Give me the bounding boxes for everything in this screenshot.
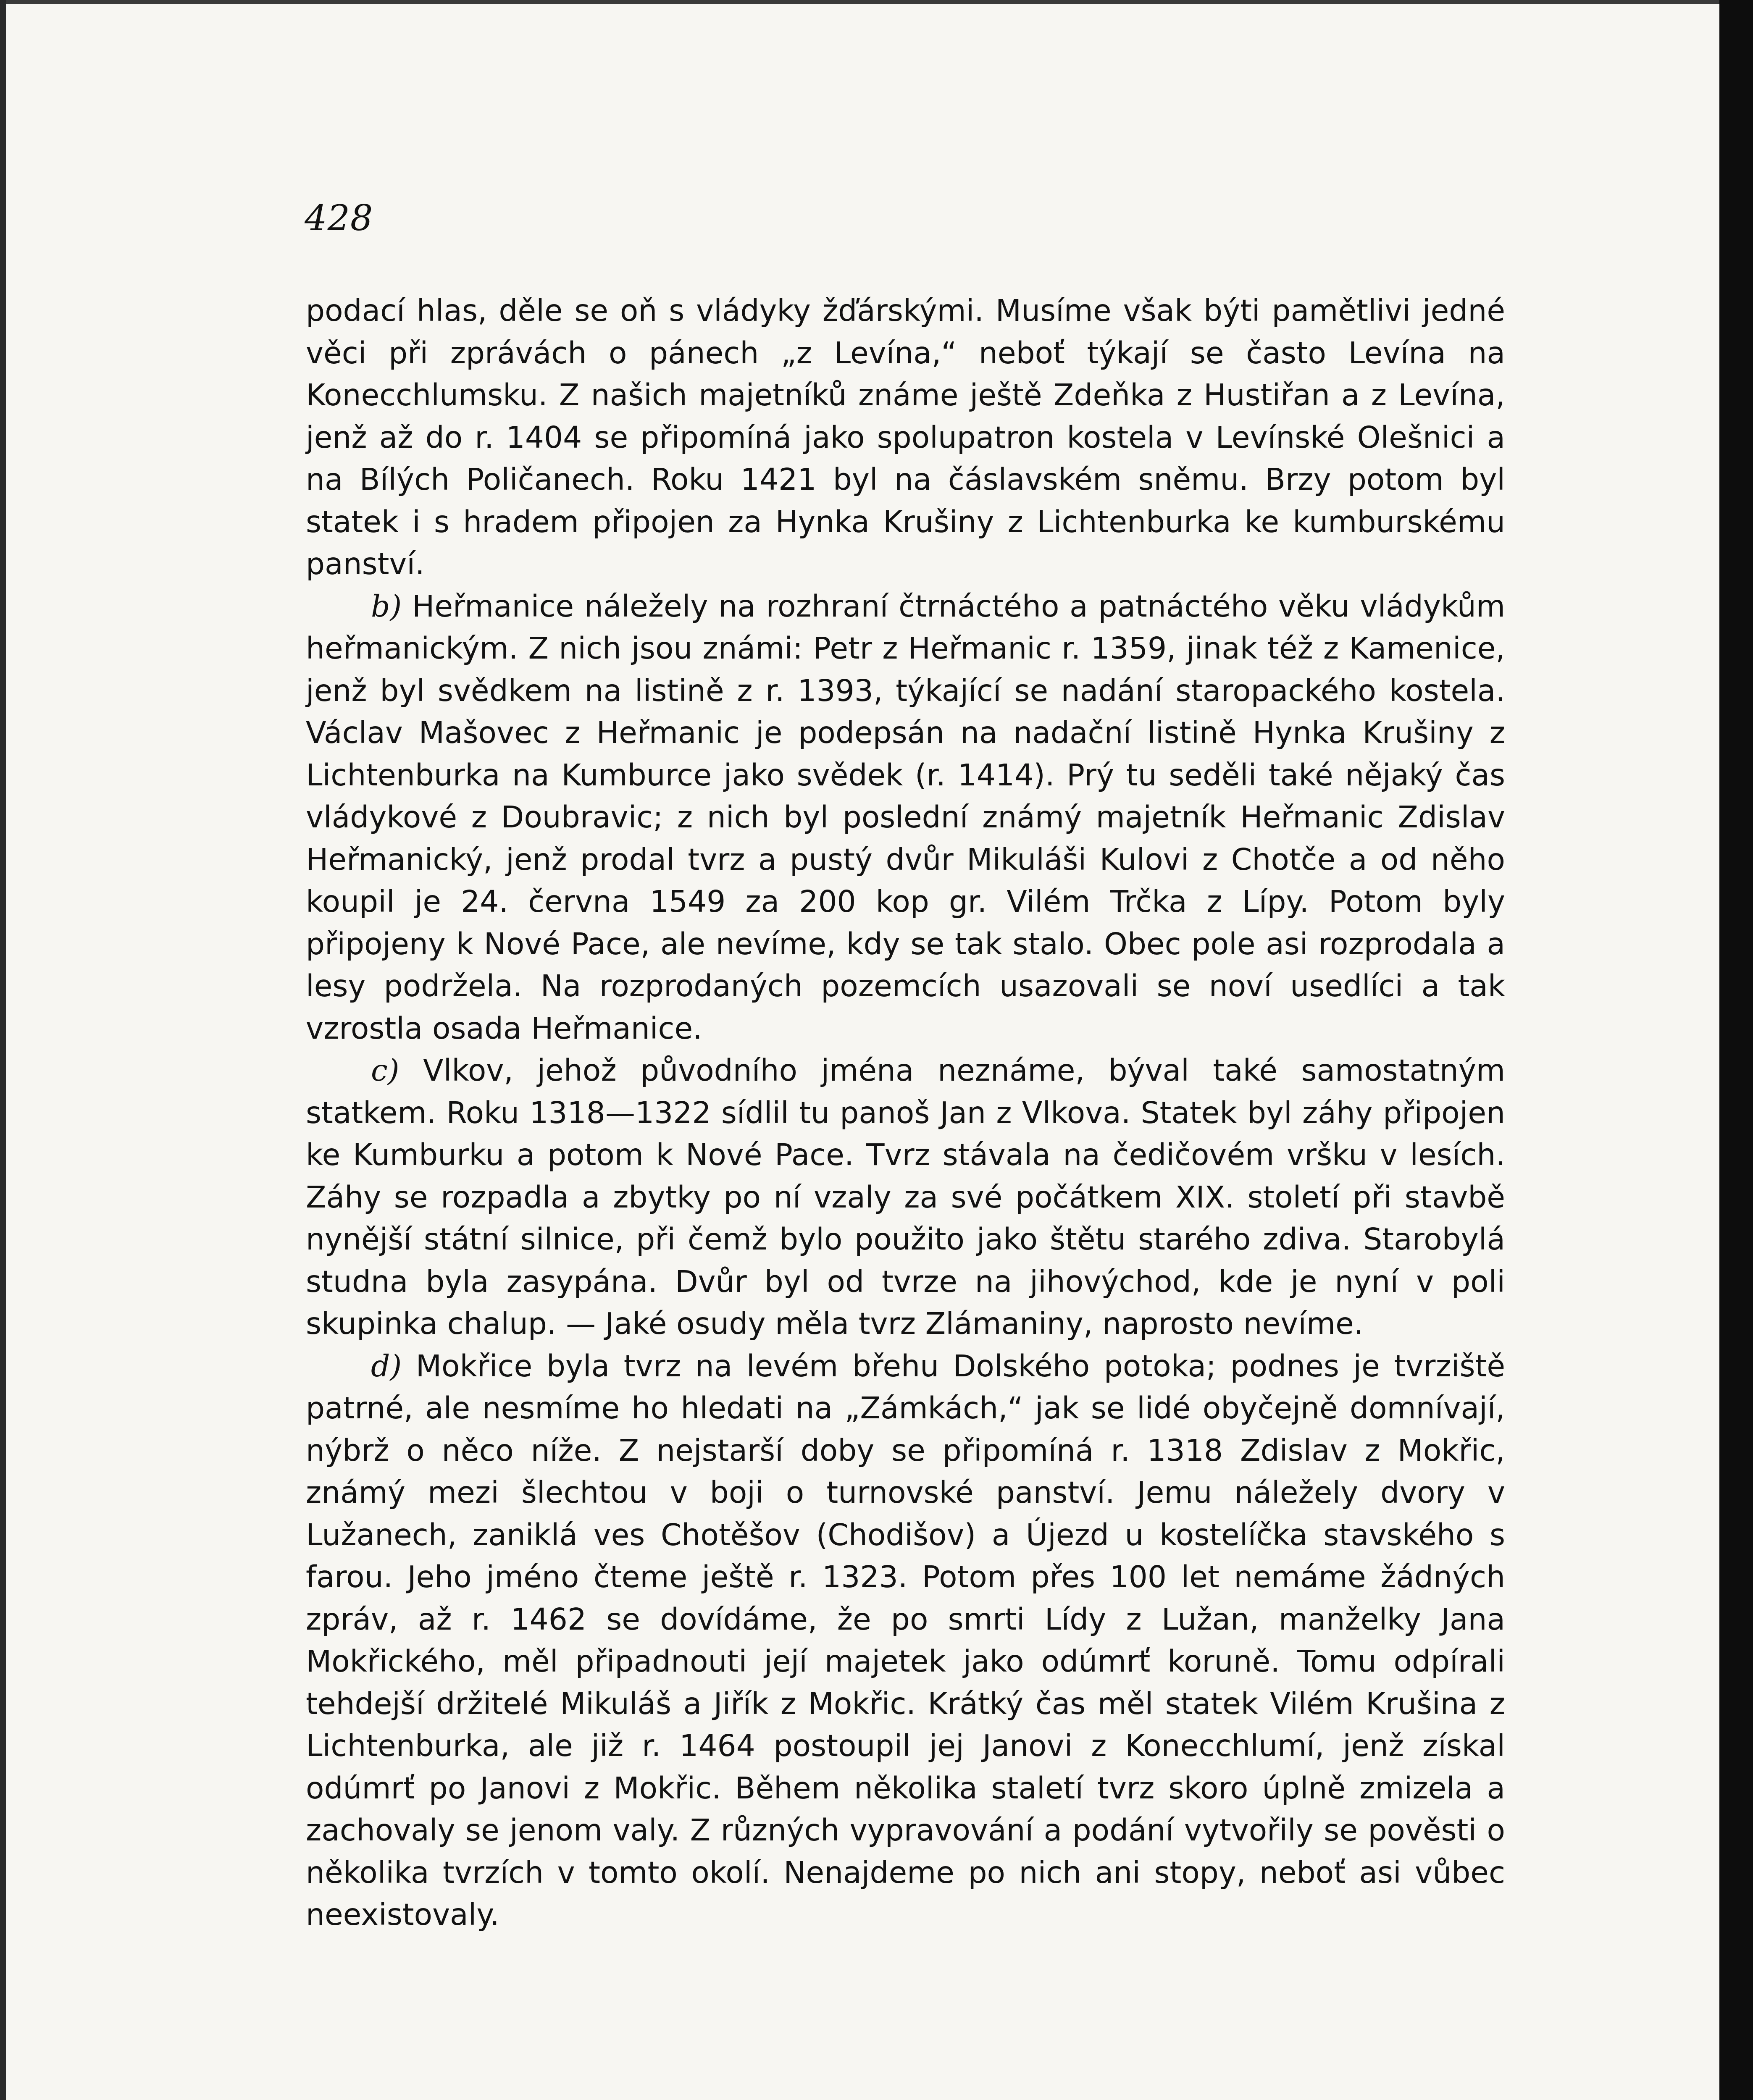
scan-edge-right [1719, 0, 1753, 2100]
scan-edge-left [0, 0, 6, 2100]
paragraph-text: Heřmanice náležely na rozhraní čtrnáctého a patnáctého věku vládykům heřmanickým. Z nich jsou známi: Petr z Heřmanic r. 1359, jinak též z Kamenice, jenž byl svědkem na listině z r. 1393, týkající se nadání staropackého kostela. Václav Mašovec z Heřmanic je podepsán na nadační listině Hynka Krušiny z Lichtenburka na Kumburce jako svědek (r. 1414). Prý tu seděli také nějaký čas vládykové z Doubravic; z nich byl poslední známý majetník Heřmanic Zdislav Heřmanický, jenž prodal tvrz a pustý dvůr Mikuláši Kulovi z Chotče a od něho koupil je 24. června 1549 za 200 kop gr. Vilém Trčka z Lípy. Potom byly připojeny k Nové Pace, ale nevíme, kdy se tak stalo. Obec pole asi rozprodala a lesy podržela. Na rozprodaných pozemcích usazovali se noví usedlíci a tak vzrostla osada Heřmanice. [306, 588, 1505, 1046]
body-text [306, 290, 1505, 1936]
section-marker-c: c) [371, 1053, 399, 1088]
paragraph-text: Mokřice byla tvrz na levém břehu Dolského potoka; podnes je tvrziště patrné, ale nesmíme ho hledati na „Zámkách,“ jak se lidé obyčejně domnívají, nýbrž o něco níže. Z nejstarší doby se připomíná r. 1318 Zdislav z Mokřic, známý mezi šlechtou v boji o turnovské panství. Jemu náležely dvory v Lužanech, zaniklá ves Chotěšov (Chodišov) a Újezd u kostelíčka stavského s farou. Jeho jméno čteme ještě r. 1323. Potom přes 100 let nemáme žádných zpráv, až r. 1462 se dovídáme, že po smrti Lídy z Lužan, manželky Jana Mokřického, měl připadnouti její majetek jako odúmrť koruně. Tomu odpírali tehdejší držitelé Mikuláš a Jiřík z Mokřic. Krátký čas měl statek Vilém Krušina z Lichtenburka, ale již r. 1464 postoupil jej Janovi z Konecchlumí, jenž získal odúmrť po Janovi z Mokřic. Během několika staletí tvrz skoro úplně zmizela a zachovaly se jenom valy. Z různých vypravování a podání vytvořily se pověsti o několika tvrzích v tomto okolí. Nenajdeme po nich ani stopy, neboť asi vůbec neexistovaly. [306, 1348, 1505, 1932]
paragraph-c [306, 1050, 1505, 1345]
section-marker-b: b) [371, 588, 402, 624]
paragraph-d [306, 1345, 1505, 1936]
paragraph-b [306, 585, 1505, 1050]
paragraph-intro [306, 290, 1505, 585]
paragraph-text: podací hlas, děle se oň s vládyky žďárskými. Musíme však býti pamětlivi jedné věci při zprávách o pánech „z Levína,“ neboť týkají se často Levína na Konecchlumsku. Z našich majetníků známe ještě Zdeňka z Hustiřan a z Levína, jenž až do r. 1404 se připomíná jako spolupatron kostela v Levínské Olešnici a na Bílých Poličanech. Roku 1421 byl na čáslavském sněmu. Brzy potom byl statek i s hradem připojen za Hynka Krušiny z Lichtenburka ke kumburskému panství. [306, 293, 1505, 581]
page-number: 428 [305, 197, 373, 239]
section-marker-d: d) [371, 1348, 402, 1383]
paragraph-text: Vlkov, jehož původního jména neznáme, býval také samostatným statkem. Roku 1318—1322 sídlil tu panoš Jan z Vlkova. Statek byl záhy připojen ke Kumburku a potom k Nové Pace. Tvrz stávala na čedičovém vršku v lesích. Záhy se rozpadla a zbytky po ní vzaly za své počátkem XIX. století při stavbě nynější státní silnice, při čemž bylo použito jako štětu starého zdiva. Starobylá studna byla zasypána. Dvůr byl od tvrze na jihovýchod, kde je nyní v poli skupinka chalup. — Jaké osudy měla tvrz Zlámaniny, naprosto nevíme. [306, 1053, 1505, 1341]
scan-edge-top [0, 0, 1753, 4]
